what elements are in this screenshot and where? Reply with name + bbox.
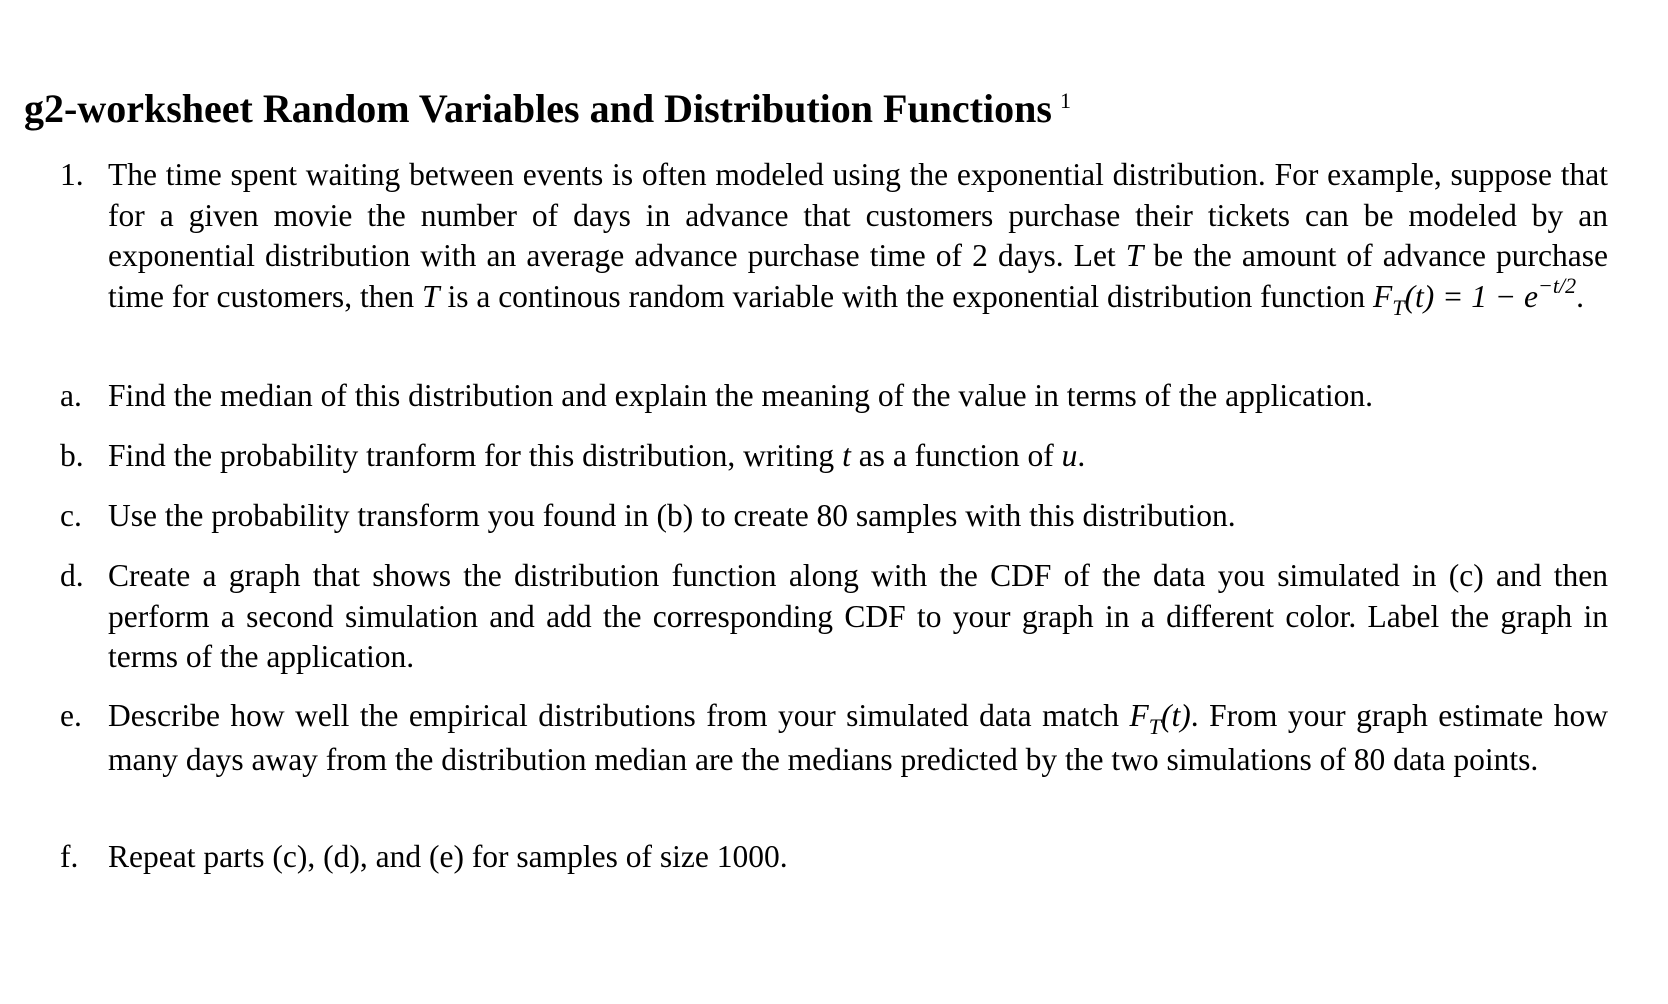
part-text-2: as a function of [850,438,1062,473]
part-label: c. [60,498,82,533]
formula-argument: (t) [1161,698,1191,733]
page-title [24,84,1071,140]
title-text: g2-worksheet Random Variables and Distribution Functions [24,86,1052,131]
formula-subscript: T [1392,294,1405,320]
part-text-3: . [1077,438,1086,473]
part-label: a. [60,378,82,413]
part-label: e. [60,698,82,733]
variable-u: u [1061,438,1078,473]
part-text: Use the probability transform you found in (b) to create 80 samples with this distribution. [108,498,1236,533]
part-d [60,556,1608,678]
problem-1 [60,155,1608,320]
variable-T: T [422,278,440,314]
part-text: Repeat parts (c), (d), and (e) for samples of size 1000. [108,839,788,874]
formula-F: F [1129,698,1149,733]
part-label: f. [60,839,79,874]
part-text-2: . From your graph estimate how many days away from the distribution median are the medians predicted by the two simulations of 80 data points. [108,698,1608,777]
footnote-mark: 1 [1059,88,1071,113]
formula-exponent: −t/2 [1538,272,1577,298]
formula-end: . [1576,278,1584,314]
problem-text-3: is a continous random variable with the exponential distribution function [439,278,1374,314]
problem-number: 1. [60,157,84,192]
problem-text-2: be the amount of advance purchase time for customers, then [108,238,1608,314]
part-text: Create a graph that shows the distribution function along with the CDF of the data you simulated in (c) and then perform a second simulation and add the corresponding CDF to your graph in a different color. Label the graph in terms of the application. [108,558,1608,674]
part-text: Find the median of this distribution and explain the meaning of the value in terms of the application. [108,378,1373,413]
part-b [60,436,1608,477]
variable-t: t [842,438,851,473]
formula-argument: (t) = 1 − e [1404,278,1538,314]
part-label: b. [60,438,84,473]
part-c [60,496,1608,537]
formula-subscript: T [1148,714,1162,739]
problem-text-1: The time spent waiting between events is often modeled using the exponential distribution. For example, suppose that for a given movie the number of days in advance that customers purchase their tickets can be modeled by an exponential distribution with an average advance purchase time of 2 days. Let [108,157,1608,273]
part-a [60,376,1608,417]
part-e [60,696,1608,780]
formula-F: F [1373,278,1393,314]
part-text-1: Find the probability tranform for this distribution, writing [108,438,843,473]
part-text-1: Describe how well the empirical distributions from your simulated data match [108,698,1130,733]
part-f [60,837,1608,878]
part-label: d. [60,558,84,593]
variable-T: T [1125,238,1144,273]
